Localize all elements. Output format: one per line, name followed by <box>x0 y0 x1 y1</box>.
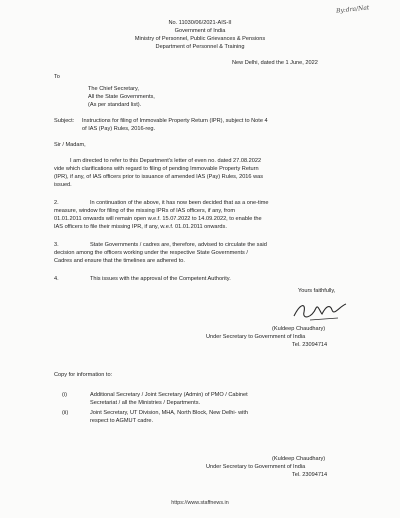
subject-text-2: of IAS (Pay) Rules, 2016-reg. <box>82 126 156 132</box>
para-3-line-1: State Governments / cadres are, therefore, advised to circulate the said <box>90 242 267 248</box>
copy-item-1-line-1: Additional Secretary / Joint Secretary (Admin) of PMO / Cabinet <box>90 392 248 398</box>
addressee-line-2: All the State Governments, <box>88 94 155 100</box>
para-2-line-1: In continuation of the above, it has now been decided that as a one-time <box>90 200 269 206</box>
subject-label: Subject: <box>54 118 75 124</box>
para-1-line-1: I am directed to refer to this Department's letter of even no. dated 27.08.2022 <box>70 158 262 164</box>
signatory-tel: Tel. 23094714 <box>292 342 328 348</box>
subject-text: Instructions for filing of Immovable Property Return (IPR), subject to Note 4 <box>82 118 268 124</box>
date-line: New Delhi, dated the 1 June, 2022 <box>232 60 318 66</box>
copy-item-1-line-2: Secretariat / all the Ministries / Departments. <box>90 400 201 406</box>
copy-item-2-line-1: Joint Secretary, UT Division, MHA, North Block, New Delhi- with <box>90 410 249 416</box>
to-label: To <box>54 74 60 80</box>
para-2-line-2: measure, window for filing of the missing IPRs of IAS officers, if any, from <box>54 208 236 214</box>
footer-url[interactable]: https://www.staffnews.in <box>171 500 229 506</box>
signatory-designation: Under Secretary to Government of India <box>206 334 306 340</box>
para-3-line-2: decision among the officers working under the respective State Governments / <box>54 250 248 256</box>
para-1-line-2: vide which clarifications with regard to filing of pending Immovable Property Return <box>54 166 259 172</box>
government-name: Government of India <box>174 28 226 34</box>
para-4-line-1: This issues with the approval of the Competent Authority. <box>90 276 231 282</box>
handwritten-note: By:dra/Nat <box>335 4 370 15</box>
copy-label: Copy for information to: <box>54 372 113 378</box>
salutation: Sir / Madam, <box>54 142 86 148</box>
closing: Yours faithfully, <box>298 288 336 294</box>
file-number: No. 11030/06/2021-AIS-II <box>168 20 232 26</box>
para-3-line-3: Cadres and ensure that the timelines are adhered to. <box>54 258 185 264</box>
addressee-line-3: (As per standard list). <box>88 102 142 108</box>
para-1-line-4: issued. <box>54 182 72 188</box>
ministry-name: Ministry of Personnel, Public Grievances & Pensions <box>134 36 266 42</box>
copy-item-2-line-2: respect to AGMUT cadre. <box>90 418 154 424</box>
para-2-number: 2. <box>54 200 59 206</box>
signatory-name: (Kuldeep Chaudhary) <box>272 326 326 332</box>
signature-scribble <box>290 298 350 324</box>
signatory-2-name: (Kuldeep Chaudhary) <box>272 456 326 462</box>
para-4-number: 4. <box>54 276 59 282</box>
signatory-2-designation: Under Secretary to Government of India <box>206 464 306 470</box>
para-2-line-3: 01.01.2011 onwards will remain open w.e.f. 15.07.2022 to 14.09.2022, to enable the <box>54 216 262 222</box>
signatory-2-tel: Tel. 23094714 <box>292 472 328 478</box>
copy-item-1-number: (i) <box>62 392 67 398</box>
para-3-number: 3. <box>54 242 59 248</box>
department-name: Department of Personnel & Training <box>155 44 245 50</box>
para-2-line-4: IAS officers to file their missing IPR, if any, w.e.f. 01.01.2011 onwards. <box>54 224 227 230</box>
addressee-line-1: The Chief Secretary, <box>88 86 139 92</box>
para-1-line-3: (IPR), if any, of IAS officers prior to issuance of amended IAS (Pay) Rules, 2016 was <box>54 174 264 180</box>
copy-item-2-number: (ii) <box>62 410 69 416</box>
